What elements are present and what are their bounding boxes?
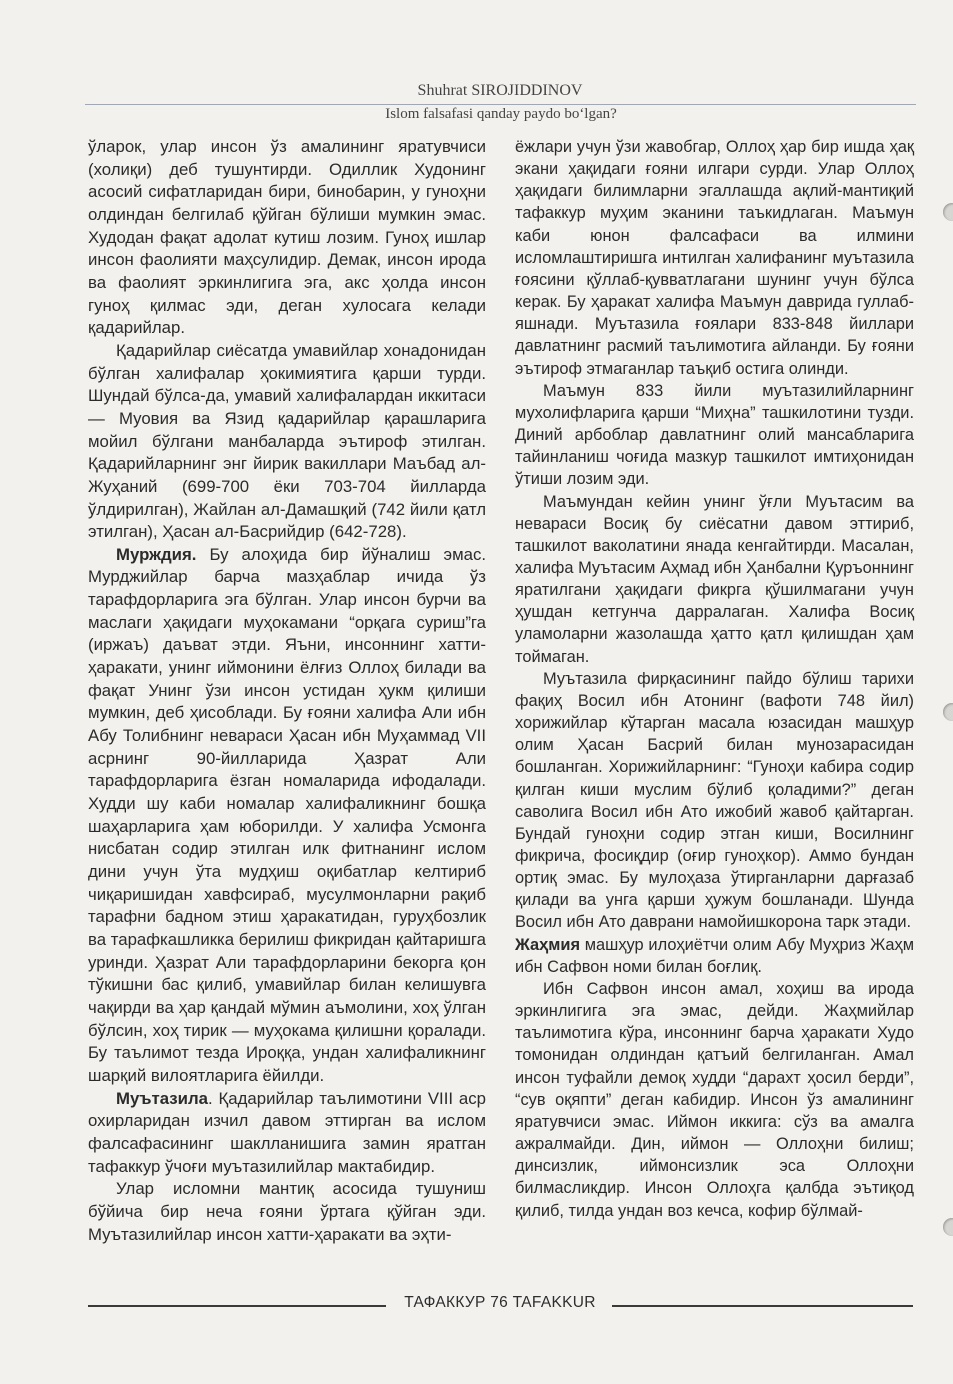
paragraph [515, 934, 914, 978]
paragraph-text: Бу алоҳида бир йўналиш эмас. Мурджийлар барча мазҳаблар ичида ўз тарафдорларига эга бўлган. Улар инсон бурчи ва маслаги ҳақидаги муҳокамани “орқага суриш”га (иржаъ) даъват этди. Яъни, инсоннинг хатти-ҳаракати, унинг иймонини ёлғиз Оллоҳ билади ва фақат Унинг ўзи инсон устидан ҳукм қилиши мумкин, деб ҳисоблади. Бу ғояни халифа Али ибн Абу Толибнинг невараси Ҳасан ибн Муҳаммад VII асрнинг 90-йилларида Ҳазрат Али тарафдорларига ёзган номаларида ифодалади. Худди шу каби номалар халифаликнинг бошқа шаҳарларига ҳам юборилди. У халифа Усмонга нисбатан содир этилган илк фитнанинг ислом дини учун ўта мудҳиш оқибатлар келтириб чиқаришидан хавфсираб, мусулмонларни рақиб тарафни бадном этиш ҳаракатидан, гуруҳбозлик ва тарафкашликка берилиш фикридан қайтаришга уринди. Ҳазрат Али тарафдорларини бекорга қон тўкишни бас қилиб, умавийлар билан келишувга чақирди ва ҳар қандай мўмин аъмолини, хоҳ ўлган бўлсин, хоҳ тирик — муҳокама қилишни қоралади. Бу таълимот тезда Ироққа, ундан халифаликнинг шарқий вилоятларига ёйилди. [88, 544, 486, 1085]
paragraph-text: Қадарийлар сиёсатда умавийлар хонадонидан бўлган халифалар ҳокимиятига қарши турди. Шундай бўлса-да, умавий халифалардан иккитаси — Муовия ва Язид қадарийлар қарашларига мойил бўлгани манбаларда эътироф этилган. Қадарийларнинг энг йирик вакиллари Маъбад ал-Жуҳаний (699-700 ёки 703-704 йилларда ўлдирилган), Жайлан ал-Дамашқий (742 йили қатл этилган), Ҳасан ал-Басрийдир (642-728). [88, 340, 486, 542]
punch-hole [943, 203, 953, 221]
punch-hole [943, 703, 953, 721]
running-header-title: Islom falsafasi qanday paydo bo‘lgan? [385, 106, 617, 122]
footer-rule-right [612, 1305, 913, 1307]
left-text-column [88, 136, 486, 1246]
paragraph [88, 340, 486, 544]
punch-hole [943, 1218, 953, 1236]
paragraph [515, 668, 914, 934]
section-heading: Мурждия. [116, 544, 197, 564]
paragraph-text: Маъмундан кейин унинг ўғли Муътасим ва невараси Восиқ бу сиёсатни давом эттириб, ташкилот ваколатини янада кенгайтирди. Масалан, халифа Муътасим Аҳмад ибн Ҳанбални Қуръоннинг яратилгани ҳақидаги фикрга қўшилмагани учун ҳушдан кетгунча дарралаган. Халифа Восиқ уламоларни жазолашда ҳатто қатл қилишдан ҳам тоймаган. [515, 492, 914, 666]
paragraph [515, 136, 914, 380]
section-heading: Муътазила [116, 1088, 208, 1108]
paragraph-text: ўларок, улар инсон ўз амалининг яратувчиси (холиқи) деб тушунтирди. Одиллик Худонинг асосий сифатларидан бири, бинобарин, у гуноҳни олдиндан белгилаб қўйган бўлиши мумкин эмас. Худодан фақат адолат кутиш лозим. Гуноҳ ишлар инсон фаолияти маҳсулидир. Демак, инсон ирода ва фаолият эркинлигига эга, акс ҳолда инсон гуноҳ қилмас эди, деган хулосага келади қадарийлар. [88, 137, 486, 338]
paragraph [88, 136, 486, 340]
paragraph [88, 1088, 486, 1179]
paragraph-text: . Қадарийлар таълимотини VIII аср охирларидан изчил давом эттирган ва ислом фалсафасининг шаклланишига замин яратган тафаккур ўчоғи муътазилийлар мактабидир. [88, 1088, 486, 1176]
header-rule [85, 104, 916, 105]
paragraph-text: Улар исломни мантиқ асосида тушуниш бўйича бир неча ғояни ўртага қўйган эди. Муътазилийлар инсон хатти-ҳаракати ва эҳти- [88, 1179, 486, 1244]
paragraph-text: Муътазила фирқасининг пайдо бўлиш тарихи фақиҳ Восил ибн Атонинг (вафоти 748 йил) хорижийлар кўтарган масала юзасидан машҳур олим Ҳасан Басрий билан мунозарасидан бошланган. Хорижийларнинг: “Гуноҳи кабира содир қилган киши муслим бўлиб қоладими?” деган саволига Восил ибн Ато ижобий жавоб қайтарган. Бундай гуноҳни содир этган киши, Восилнинг фикрича, фосиқдир (оғир гуноҳкор). Аммо бундан ортиқ эмас. Бу мулоҳаза ўтирганларни дарғазаб қилади ва унга қарши ҳужум бошланади. Шунда Восил ибн Ато даврани намойишкорона тарк этади. [515, 669, 914, 932]
paragraph-text: Ибн Сафвон инсон амал, хоҳиш ва ирода эркинлигига эга эмас, дейди. Жаҳмийлар таълимотига кўра, инсоннинг барча ҳаракати Худо томонидан олдиндан қатъий белгиланган. Амал инсон туфайли демоқ худди “дарахт ҳосил берди”, “сув оқяпти” деган кабидир. Инсон ўз амалининг яратувчиси эмас. Иймон иккига: сўз ва амалга ажралмайди. Дин, иймон — Оллоҳни билиш; динсизлик, иймонсизлик эса Оллоҳни билмасликдир. Инсон Оллоҳга қалбда эътиқод қилиб, тилда ундан воз кечса, кофир бўлмай- [515, 979, 914, 1220]
paragraph [88, 544, 486, 1088]
paragraph [88, 1178, 486, 1246]
section-heading: Жаҳмия [515, 935, 581, 954]
paragraph [515, 491, 914, 668]
paragraph [515, 978, 914, 1222]
running-header-author: Shuhrat SIROJIDDINOV [417, 82, 583, 99]
paragraph [515, 380, 914, 491]
footer-page-label: ТАФАККУР 76 TAFAKKUR [404, 1294, 596, 1311]
paragraph-text: Маъмун 833 йили муътазилийларнинг мухолифларига қарши “Миҳна” ташкилотини тузди. Диний арбоблар давлатнинг олий мансабларига тайинланиш чоғида мазкур ташкилот имтиҳонидан ўтиши лозим эди. [515, 381, 914, 489]
paragraph-text: машҳур илоҳиётчи олим Абу Муҳриз Жаҳм ибн Сафвон номи билан боғлиқ. [515, 935, 914, 976]
paragraph-text: ёжлари учун ўзи жавобгар, Оллоҳ ҳар бир ишда ҳақ экани ҳақидаги ғояни илгари сурди. Улар Оллоҳ ҳақидаги билимларни эгаллашда ақлий-мантиқий тафаккур муҳим эканини таъкидлаган. Маъмун каби юнон фалсафаси ва илмини исломлаштиришга интилган халифанинг муътазила ғоясини қўллаб-қувватлагани шунинг учун бўлса керак. Бу ҳаракат халифа Маъмун даврида гуллаб-яшнади. Муътазила ғоялари 833-848 йиллари давлатнинг расмий таълимотига айланди. Бу ғояни эътироф этмаганлар таъқиб остига олинди. [515, 138, 914, 378]
right-text-column [515, 136, 914, 1222]
